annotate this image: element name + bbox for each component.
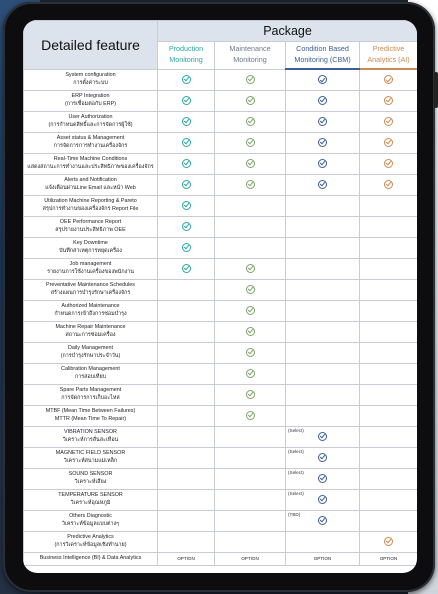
package-cell	[360, 363, 418, 384]
feature-name-th: การตั้งค่าระบบ	[73, 79, 108, 86]
package-cell	[360, 237, 418, 258]
package-cell	[286, 111, 360, 132]
check-circle-icon	[384, 180, 393, 189]
package-cell	[215, 216, 286, 237]
feature-name-th: (การเชื่อมต่อกับ ERP)	[64, 100, 117, 107]
feature-cell	[24, 111, 158, 132]
feature-name-th: กำหนดการเข้าถึงการซ่อมบำรุง	[54, 310, 127, 317]
detailed-feature-header: Detailed feature	[24, 21, 158, 70]
table-row-business-intelligence	[24, 552, 418, 565]
package-cell	[286, 342, 360, 363]
check-circle-icon	[246, 117, 255, 126]
package-cell	[360, 174, 418, 195]
package-cell	[158, 279, 215, 300]
feature-cell	[24, 132, 158, 153]
selection-note: (Select)	[288, 427, 304, 433]
package-cell	[158, 174, 215, 195]
option-label: OPTION	[286, 552, 360, 565]
selection-note: (Select)	[288, 469, 304, 475]
feature-name-en: Daily Management	[68, 345, 113, 352]
tier-label: Maintenance	[229, 44, 271, 54]
package-cell	[286, 468, 360, 489]
package-cell	[360, 468, 418, 489]
tier-label: Condition Based	[296, 44, 349, 54]
feature-cell	[24, 531, 158, 552]
check-circle-icon	[246, 180, 255, 189]
package-cell	[215, 342, 286, 363]
table-row	[24, 300, 418, 321]
package-cell	[215, 111, 286, 132]
check-circle-icon	[246, 285, 255, 294]
tier-label: Monitoring	[233, 55, 267, 65]
package-cell	[215, 426, 286, 447]
package-header: Package	[158, 21, 418, 42]
feature-name-th: สถานะการซ่อมเครื่อง	[65, 331, 116, 338]
check-circle-icon	[246, 348, 255, 357]
table-row	[24, 510, 418, 531]
package-cell	[158, 489, 215, 510]
check-circle-icon	[246, 411, 255, 420]
feature-name-en: Utilization Machine Reporting & Pareto	[44, 198, 137, 205]
selection-note: (TBD)	[288, 511, 301, 517]
tablet-screen	[23, 20, 417, 573]
feature-name-th: สร้างแผนการบำรุงรักษาเครื่องจักร	[50, 289, 131, 296]
check-circle-icon	[318, 453, 327, 462]
package-cell	[158, 132, 215, 153]
feature-name-en: User Authorization	[68, 114, 113, 121]
feature-cell	[24, 363, 158, 384]
package-cell	[158, 300, 215, 321]
selection-note: (Select)	[288, 448, 304, 454]
feature-cell	[24, 405, 158, 426]
package-cell	[158, 258, 215, 279]
feature-name-en: Others Diagnostic	[69, 513, 112, 520]
package-cell	[215, 195, 286, 216]
package-cell	[215, 153, 286, 174]
feature-name-th: แสดงสถานะการทำงานและประสิทธิภาพของเครื่องจักร	[27, 163, 154, 170]
selection-note: (Select)	[288, 490, 304, 496]
tier-label: Analytics (AI)	[367, 55, 410, 64]
feature-name-en: TEMPERATURE SENSOR	[58, 492, 123, 499]
package-comparison-table	[23, 20, 417, 566]
feature-name-en: Preventative Maintenance Schedules	[45, 282, 135, 289]
feature-cell	[24, 468, 158, 489]
package-cell	[360, 90, 418, 111]
package-cell	[286, 174, 360, 195]
package-cell	[360, 132, 418, 153]
package-cell	[286, 237, 360, 258]
package-cell	[360, 384, 418, 405]
package-cell	[360, 111, 418, 132]
feature-name-en: OEE Performance Report	[59, 219, 122, 226]
package-cell	[360, 258, 418, 279]
check-circle-icon	[246, 264, 255, 273]
package-cell	[360, 69, 418, 90]
package-cell	[215, 510, 286, 531]
package-cell	[360, 195, 418, 216]
package-cell	[158, 216, 215, 237]
table-row	[24, 153, 418, 174]
package-cell	[286, 363, 360, 384]
feature-cell	[24, 69, 158, 90]
feature-name-en: Predictive Analytics	[67, 534, 114, 541]
feature-name-th: การสอบเทียบ	[74, 373, 107, 380]
feature-name-en: Authorized Maintenance	[61, 303, 120, 310]
package-cell	[286, 195, 360, 216]
package-cell	[360, 216, 418, 237]
package-cell	[286, 90, 360, 111]
package-cell	[215, 174, 286, 195]
tier-label: Monitoring (CBM)	[294, 55, 351, 64]
check-circle-icon	[182, 243, 191, 252]
package-cell	[286, 69, 360, 90]
feature-name-en: SOUND SENSOR	[68, 471, 113, 478]
table-row	[24, 90, 418, 111]
check-circle-icon	[384, 537, 393, 546]
check-circle-icon	[246, 390, 255, 399]
table-row	[24, 69, 418, 90]
feature-name-en: Job management	[69, 261, 112, 268]
table-row	[24, 132, 418, 153]
check-circle-icon	[318, 516, 327, 525]
package-cell	[158, 510, 215, 531]
tier-condition-based-monitoring	[286, 42, 360, 70]
package-cell	[360, 447, 418, 468]
feature-label: Business Intelligence (BI) & Data Analytics	[24, 552, 158, 565]
feature-cell	[24, 216, 158, 237]
tier-label: Production	[168, 44, 204, 54]
package-cell	[286, 489, 360, 510]
package-cell	[158, 342, 215, 363]
feature-cell	[24, 426, 158, 447]
package-cell	[158, 363, 215, 384]
table-row	[24, 384, 418, 405]
check-circle-icon	[318, 474, 327, 483]
feature-cell	[24, 90, 158, 111]
feature-name-th: การจัดการการเก็บอะไหล่	[61, 394, 120, 401]
table-row	[24, 279, 418, 300]
check-circle-icon	[318, 96, 327, 105]
feature-name-th: (การกำหนดสิทธิ์และการจัดการผู้ใช้)	[48, 121, 133, 128]
package-cell	[360, 531, 418, 552]
feature-rows	[24, 69, 418, 552]
package-cell	[158, 426, 215, 447]
table-row	[24, 531, 418, 552]
check-circle-icon	[384, 159, 393, 168]
table-row	[24, 195, 418, 216]
check-circle-icon	[182, 201, 191, 210]
package-cell	[360, 489, 418, 510]
feature-cell	[24, 489, 158, 510]
package-cell	[360, 510, 418, 531]
check-circle-icon	[384, 96, 393, 105]
option-label: OPTION	[215, 552, 286, 565]
package-cell	[286, 132, 360, 153]
feature-name-th: การจัดการการทำงานเครื่องจักร	[53, 142, 128, 149]
check-circle-icon	[246, 96, 255, 105]
package-cell	[215, 531, 286, 552]
feature-cell	[24, 153, 158, 174]
check-circle-icon	[246, 75, 255, 84]
package-cell	[286, 153, 360, 174]
table-row	[24, 363, 418, 384]
feature-cell	[24, 195, 158, 216]
package-cell	[215, 468, 286, 489]
package-cell	[360, 300, 418, 321]
package-cell	[286, 384, 360, 405]
package-cell	[286, 447, 360, 468]
package-cell	[215, 489, 286, 510]
package-cell	[286, 321, 360, 342]
feature-name-en: Key Downtime	[73, 240, 108, 247]
package-cell	[158, 468, 215, 489]
package-cell	[215, 405, 286, 426]
check-circle-icon	[246, 327, 255, 336]
package-cell	[158, 90, 215, 111]
feature-cell	[24, 321, 158, 342]
package-cell	[286, 531, 360, 552]
package-cell	[158, 321, 215, 342]
check-circle-icon	[318, 138, 327, 147]
feature-name-th: MTTR (Mean Time To Repair)	[54, 415, 127, 422]
check-circle-icon	[384, 117, 393, 126]
package-cell	[360, 321, 418, 342]
check-circle-icon	[384, 138, 393, 147]
package-cell	[360, 153, 418, 174]
feature-name-en: ERP Integration	[71, 93, 110, 100]
feature-name-th: สรุปการทำงานของเครื่องจักร Report File	[42, 205, 139, 212]
check-circle-icon	[182, 117, 191, 126]
package-cell	[215, 90, 286, 111]
package-cell	[286, 426, 360, 447]
table-row	[24, 489, 418, 510]
table-row	[24, 321, 418, 342]
table-row	[24, 426, 418, 447]
feature-name-th: วิเคราะห์การสั่นสะเทือน	[62, 436, 119, 443]
feature-name-en: Real-Time Machine Conditions	[53, 156, 128, 163]
feature-name-en: System configuration	[65, 72, 116, 79]
package-cell	[215, 384, 286, 405]
feature-cell	[24, 384, 158, 405]
feature-cell	[24, 279, 158, 300]
feature-name-th: แจ้งเตือนผ่านLine Email และหน้า Web	[45, 184, 136, 191]
package-cell	[360, 426, 418, 447]
feature-name-en: Calibration Management	[61, 366, 120, 373]
package-cell	[158, 195, 215, 216]
feature-name-th: สรุปรายงานประสิทธิภาพ OEE	[55, 226, 126, 233]
tier-label: Monitoring	[169, 55, 203, 65]
check-circle-icon	[246, 369, 255, 378]
feature-cell	[24, 510, 158, 531]
check-circle-icon	[246, 138, 255, 147]
package-cell	[215, 132, 286, 153]
package-cell	[215, 69, 286, 90]
package-cell	[158, 531, 215, 552]
package-cell	[215, 321, 286, 342]
package-cell	[158, 405, 215, 426]
table-row	[24, 468, 418, 489]
package-cell	[360, 405, 418, 426]
check-circle-icon	[182, 138, 191, 147]
check-circle-icon	[246, 159, 255, 168]
table-row	[24, 342, 418, 363]
package-cell	[215, 447, 286, 468]
feature-name-en: Machine Repair Maintenance	[55, 324, 126, 331]
check-circle-icon	[182, 264, 191, 273]
package-cell	[286, 216, 360, 237]
option-label: OPTION	[158, 552, 215, 565]
feature-name-th: บันทึกสาเหตุการหยุดเครื่อง	[59, 247, 122, 254]
tier-production-monitoring	[158, 42, 215, 70]
feature-cell	[24, 447, 158, 468]
table-row	[24, 258, 418, 279]
feature-name-en: VIBRATION SENSOR	[64, 429, 117, 436]
feature-name-en: MTBF (Mean Time Between Failures)	[45, 408, 136, 415]
check-circle-icon	[384, 75, 393, 84]
package-cell	[158, 153, 215, 174]
feature-name-th: วิเคราะห์อุณหภูมิ	[70, 499, 111, 506]
feature-name-th: วิเคราะห์ข้อมูลแบบต่างๆ	[62, 520, 119, 527]
table-row	[24, 111, 418, 132]
tablet-frame	[3, 2, 435, 592]
tier-maintenance-monitoring	[215, 42, 286, 70]
package-cell	[286, 258, 360, 279]
check-circle-icon	[318, 117, 327, 126]
check-circle-icon	[318, 75, 327, 84]
feature-name-th: วิเคราะห์สนามแม่เหล็ก	[63, 457, 118, 464]
feature-name-en: MAGNETIC FIELD SENSOR	[55, 450, 126, 457]
package-cell	[286, 300, 360, 321]
check-circle-icon	[182, 180, 191, 189]
package-cell	[215, 300, 286, 321]
feature-cell	[24, 237, 158, 258]
check-circle-icon	[182, 222, 191, 231]
feature-name-th: (การบำรุงรักษาประจำวัน)	[60, 352, 121, 359]
check-circle-icon	[318, 432, 327, 441]
option-label: OPTION	[360, 552, 418, 565]
check-circle-icon	[318, 159, 327, 168]
package-cell	[360, 279, 418, 300]
check-circle-icon	[182, 159, 191, 168]
feature-cell	[24, 300, 158, 321]
package-cell	[215, 279, 286, 300]
package-cell	[215, 258, 286, 279]
check-circle-icon	[318, 495, 327, 504]
package-cell	[158, 447, 215, 468]
tier-predictive-analytics	[360, 42, 418, 70]
table-row	[24, 216, 418, 237]
package-cell	[158, 111, 215, 132]
tier-label: Predictive	[372, 44, 405, 54]
package-cell	[286, 405, 360, 426]
table-row	[24, 447, 418, 468]
table-row	[24, 237, 418, 258]
tablet-side-button	[434, 72, 438, 108]
package-cell	[286, 279, 360, 300]
package-cell	[360, 342, 418, 363]
check-circle-icon	[246, 306, 255, 315]
feature-name-th: วิเคราะห์เสียง	[74, 478, 107, 485]
package-cell	[158, 384, 215, 405]
package-cell	[158, 237, 215, 258]
package-cell	[215, 237, 286, 258]
feature-cell	[24, 174, 158, 195]
feature-cell	[24, 342, 158, 363]
feature-cell	[24, 258, 158, 279]
feature-name-en: Asset status & Management	[56, 135, 125, 142]
feature-name-th: รายงานการใช้งานเครื่องของพนักงาน	[47, 268, 134, 275]
table-row	[24, 174, 418, 195]
check-circle-icon	[182, 75, 191, 84]
package-cell	[286, 510, 360, 531]
check-circle-icon	[318, 180, 327, 189]
check-circle-icon	[182, 96, 191, 105]
feature-name-en: Alerts and Notification	[64, 177, 117, 184]
package-cell	[215, 363, 286, 384]
package-cell	[158, 69, 215, 90]
table-row	[24, 405, 418, 426]
feature-name-en: Spare Parts Management	[59, 387, 122, 394]
feature-name-th: (การวิเคราะห์ข้อมูลเชิงทำนาย)	[54, 541, 127, 548]
